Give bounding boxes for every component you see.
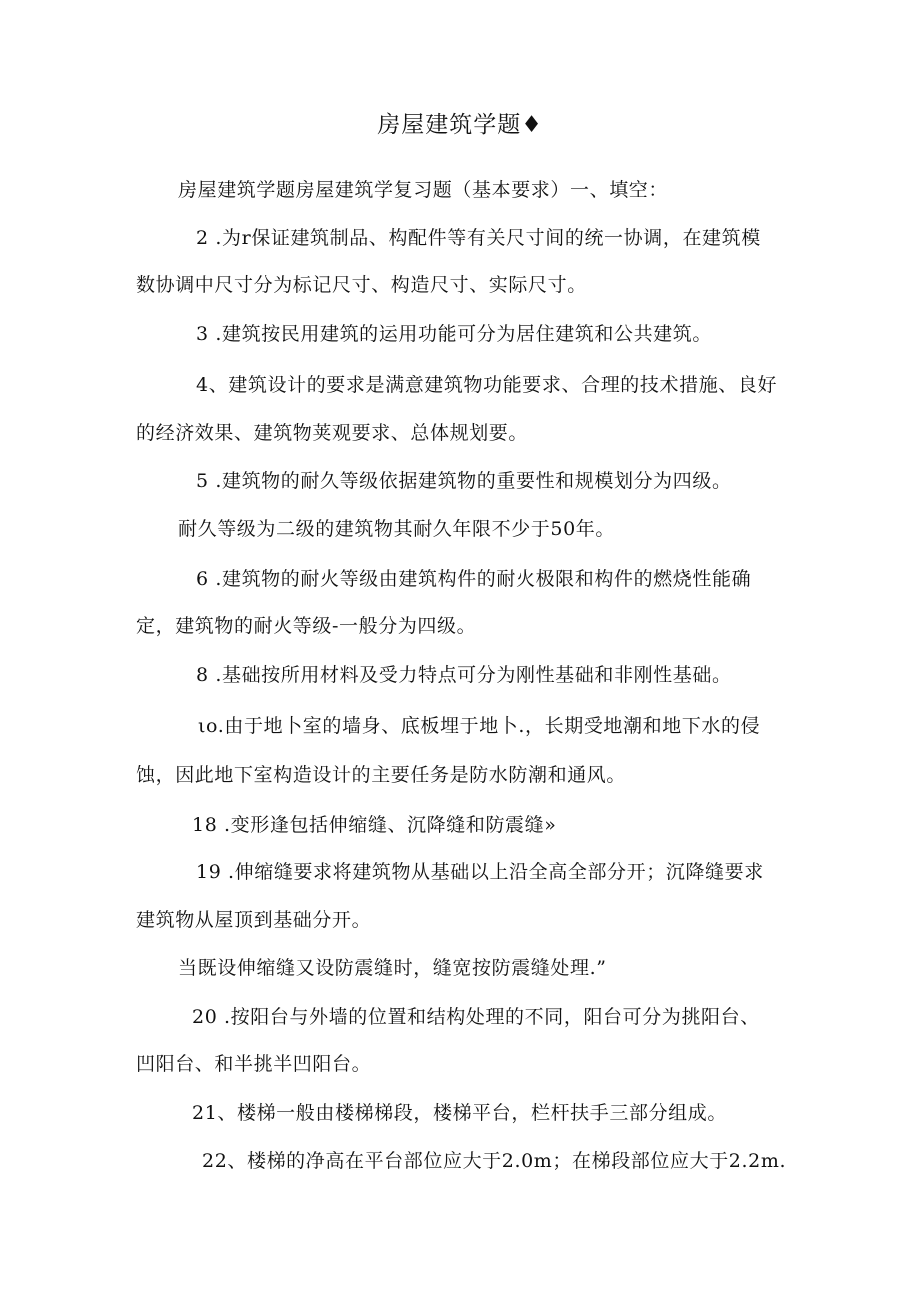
item-19-line-2: 建筑物从屋顶到基础分开。 [136, 909, 372, 931]
intro-line: 房屋建筑学题房屋建筑学复习题（基本要求）一、填空： [178, 179, 669, 201]
item-22-line: 22、楼梯的净高在平台部位应大于2.0m；在梯段部位应大于2.2m. [202, 1150, 787, 1172]
item-2-line-2: 数协调中尺寸分为标记尺寸、构造尺寸、实际尺寸。 [136, 274, 587, 296]
item-8-line: 8 .基础按所用材料及受力特点可分为刚性基础和非刚性基础。 [196, 664, 732, 686]
item-5-line: 5 .建筑物的耐久等级依据建筑物的重要性和规模划分为四级。 [196, 470, 732, 492]
document-title: 房屋建筑学题♦ [377, 112, 543, 138]
item-19-line-1: 19 .伸缩缝要求将建筑物从基础以上沿全高全部分开；沉降缝要求 [196, 861, 764, 883]
item-10-line-1: ιo.由于地卜室的墙身、底板埋于地卜.，长期受地潮和地下水的侵 [198, 715, 761, 737]
item-3-line: 3 .建筑按民用建筑的运用功能可分为居住建筑和公共建筑。 [196, 323, 712, 345]
item-19-note-line: 当既设伸缩缝又设防震缝时，缝宽按防震缝处理.” [178, 957, 607, 979]
item-10-line-2: 蚀，因此地下室构造设计的主要任务是防水防潮和通风。 [136, 764, 627, 786]
item-21-line: 21、楼梯一般由楼梯梯段，楼梯平台，栏杆扶手三部分组成。 [192, 1102, 727, 1124]
item-6-line-2: 定，建筑物的耐火等级-一般分为四级。 [136, 615, 477, 637]
item-6-line-1: 6 .建筑物的耐火等级由建筑构件的耐火极限和构件的燃烧性能确 [196, 568, 752, 590]
item-4-line-2: 的经济效果、建筑物荚观要求、总体规划要。 [136, 422, 529, 444]
item-4-line-1: 4、建筑设计的要求是满意建筑物功能要求、合理的技术措施、良好 [196, 374, 778, 396]
item-5-note-line: 耐久等级为二级的建筑物其耐久年限不少于50年。 [178, 518, 615, 540]
item-2-line-1: 2 .为r保证建筑制品、构配件等有关尺寸间的统一协调，在建筑模 [196, 227, 761, 249]
item-18-line: 18 .变形逢包括伸缩缝、沉降缝和防震缝» [192, 814, 557, 836]
item-20-line-1: 20 .按阳台与外墙的位置和结构处理的不同，阳台可分为挑阳台、 [192, 1006, 760, 1028]
item-20-line-2: 凹阳台、和半挑半凹阳台。 [136, 1053, 372, 1075]
